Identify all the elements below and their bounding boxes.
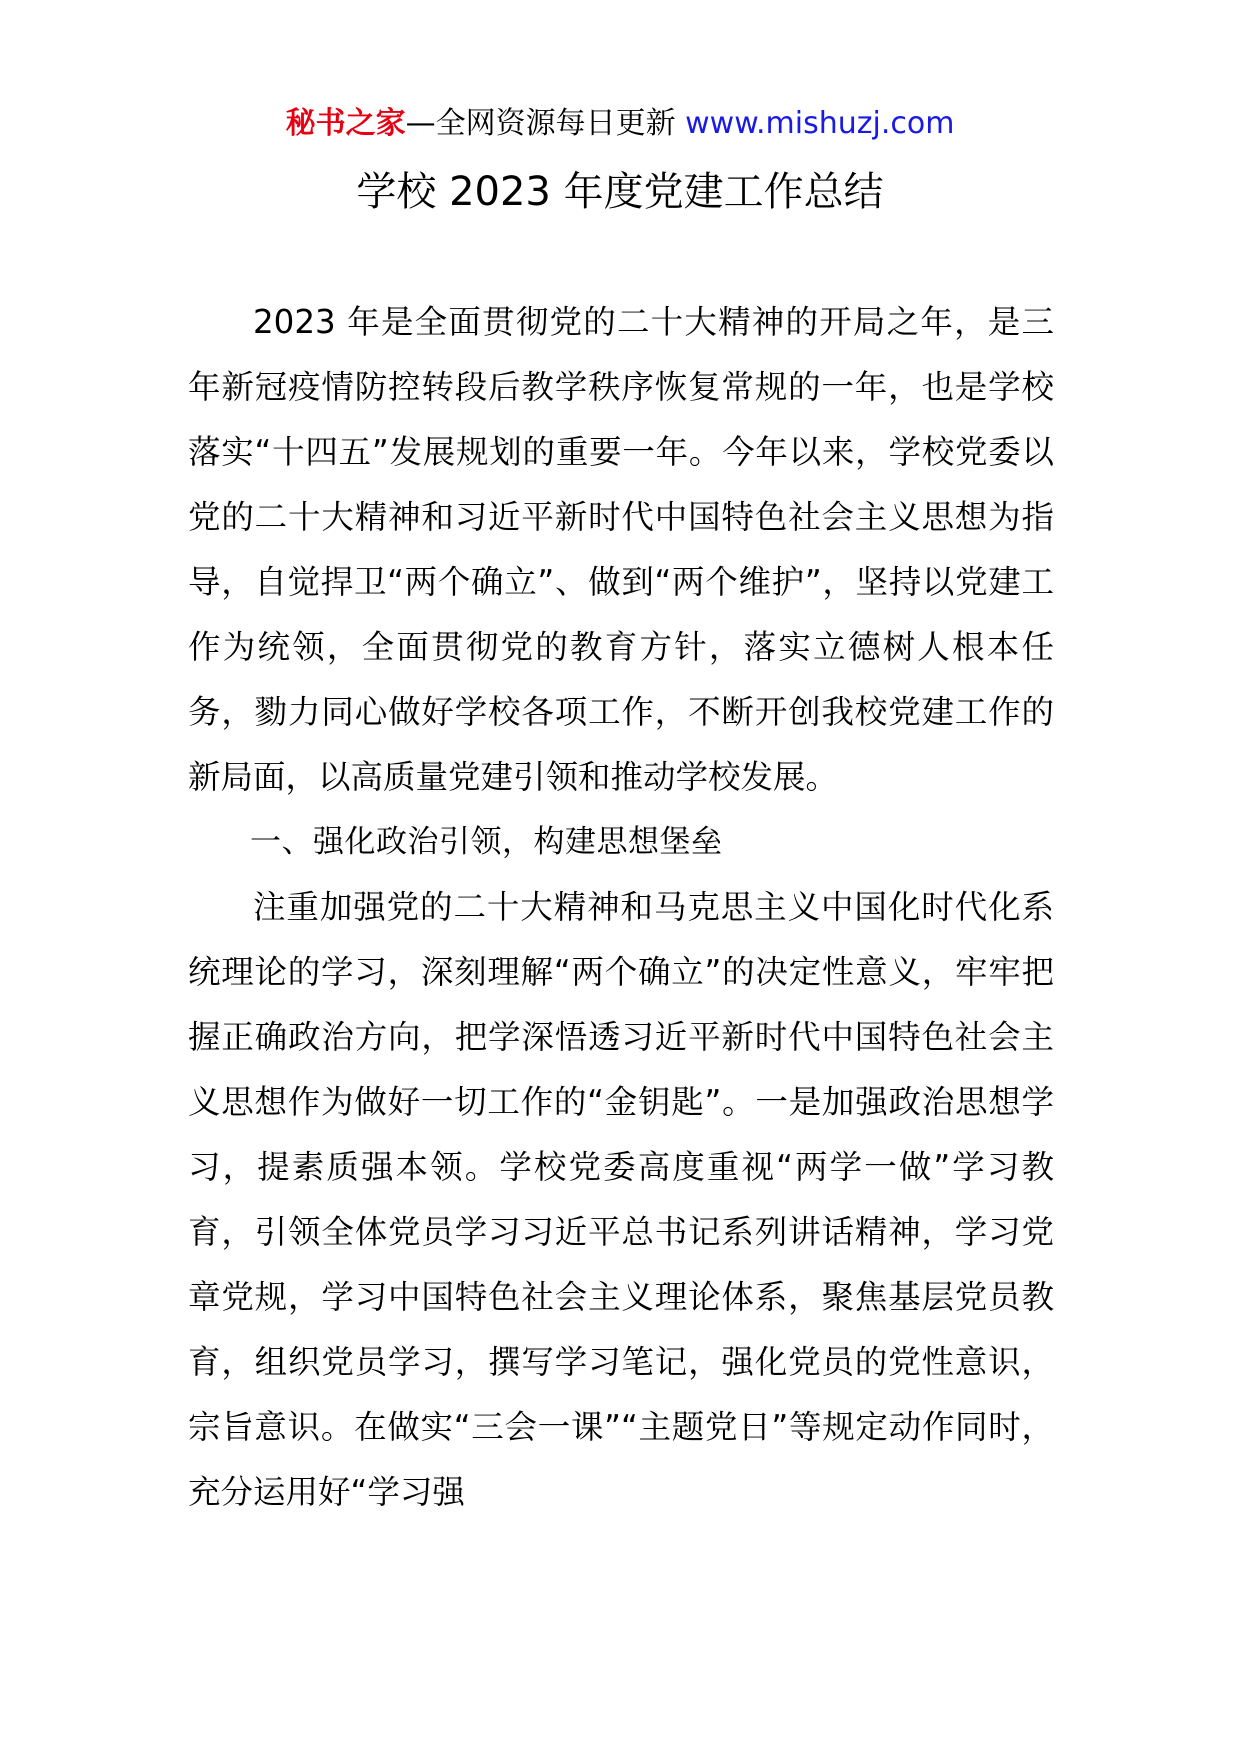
document-title: 学校 2023 年度党建工作总结 (356, 169, 884, 215)
intro-paragraph: 2023 年是全面贯彻党的二十大精神的开局之年，是三年新冠疫情防控转段后教学秩序恢复常规的一年，也是学校落实“十四五”发展规划的重要一年。今年以来，学校党委以党的二十大精神和习近平新时代中国特色社会主义思想为指导，自觉捍卫“两个确立”、做到“两个维护”，坚持以党建工作为统领，全面贯彻党的教育方针，落实立德树人根本任务，勠力同心做好学校各项工作，不断开创我校党建工作的新局面，以高质量党建引领和推动学校发展。 (188, 303, 1054, 796)
site-tagline: —全网资源每日更新 (405, 106, 676, 141)
site-brand: 秘书之家 (285, 106, 406, 141)
section-paragraph: 注重加强党的二十大精神和马克思主义中国化时代化系统理论的学习，深刻理解“两个确立”的决定性意义，牢牢把握正确政治方向，把学深悟透习近平新时代中国特色社会主义思想作为做好一切工作的“金钥匙”。一是加强政治思想学习，提素质强本领。学校党委高度重视“两学一做”学习教育，引领全体党员学习习近平总书记系列讲话精神，学习党章党规，学习中国特色社会主义理论体系，聚焦基层党员教育，组织党员学习，撰写学习笔记，强化党员的党性意识，宗旨意识。在做实“三会一课”“主题党日”等规定动作同时，充分运用好“学习强 (188, 888, 1054, 1511)
section-heading: 一、强化政治引领，构建思想堡垒 (250, 824, 723, 860)
site-url-link[interactable]: www.mishuzj.com (685, 106, 955, 141)
site-header (0, 102, 1240, 146)
document-body (188, 290, 1054, 1525)
